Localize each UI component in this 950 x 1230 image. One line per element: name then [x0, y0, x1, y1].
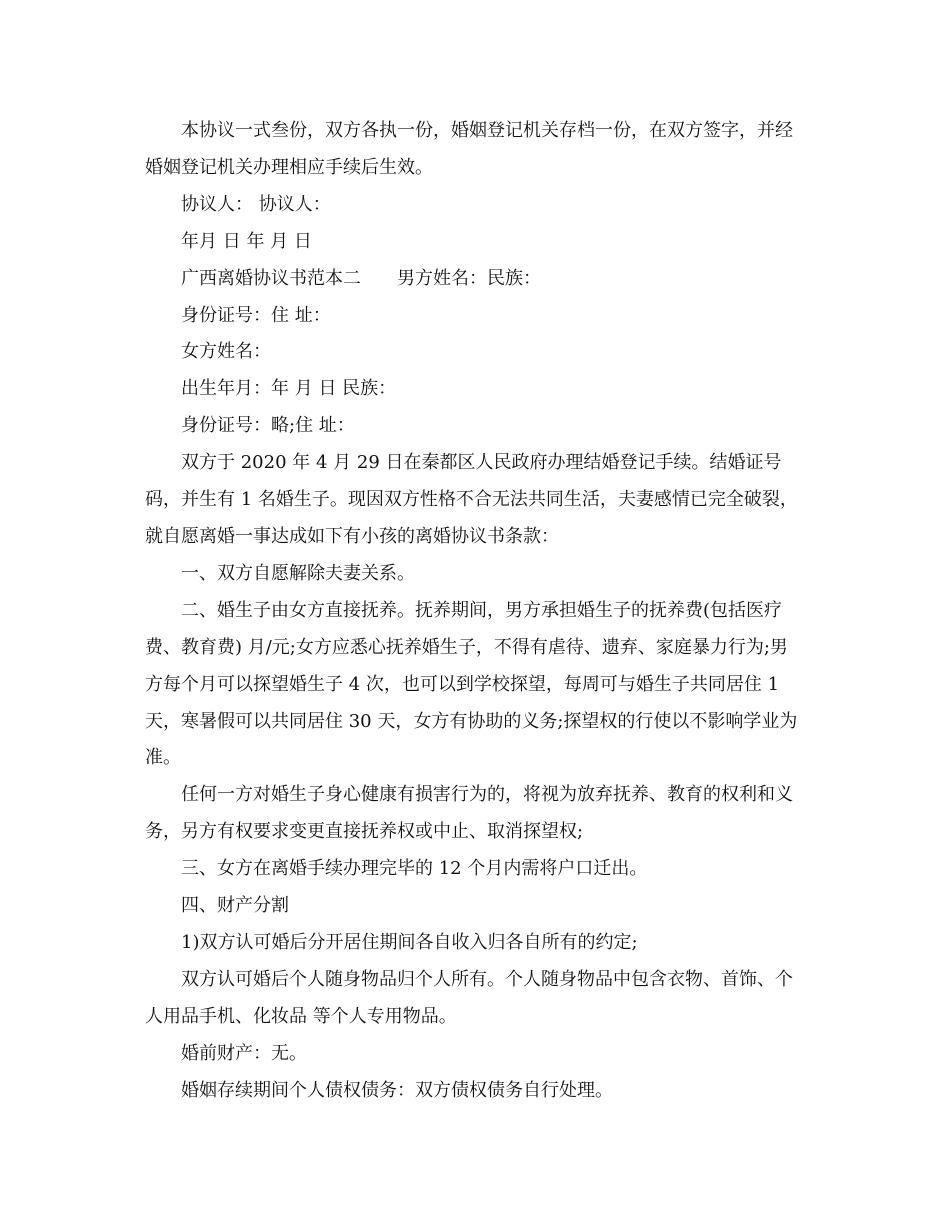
- document-body: [145, 113, 805, 1109]
- paragraph-clause-4-heading: 四、财产分割: [181, 895, 289, 917]
- paragraph-effective-clause: 本协议一式叁份，双方各执一份，婚姻登记机关存档一份，在双方签字，并经婚姻登记机关办理相应手续后生效。: [145, 120, 793, 178]
- paragraph-property-1: 1)双方认可婚后分开居住期间各自收入归各自所有的约定;: [181, 931, 638, 953]
- paragraph-signing-date: 年月 日 年 月 日: [181, 230, 312, 252]
- paragraph-harm-clause: 任何一方对婚生子身心健康有损害行为的，将视为放弃抚养、教育的权利和义务，另方有权要求变更直接抚养权或中止、取消探望权;: [145, 784, 793, 843]
- paragraph-signatories: 协议人： 协议人：: [181, 193, 331, 215]
- paragraph-female-birth-ethnicity: 出生年月：年 月 日 民族：: [181, 378, 397, 400]
- paragraph-marriage-background: 双方于 2020 年 4 月 29 日在秦都区人民政府办理结婚登记手续。结婚证号码，并生有 1 名婚生子。现因双方性格不合无法共同生活，夫妻感情已完全破裂，就自愿离婚一事达成如下有小孩的离婚协议书条款：: [145, 452, 798, 547]
- paragraph-template-title-male-name: 广西离婚协议书范本二 男方姓名：民族：: [181, 267, 541, 289]
- paragraph-female-id-address: 身份证号：略;住 址：: [181, 415, 355, 437]
- paragraph-clause-3-household: 三、女方在离婚手续办理完毕的 12 个月内需将户口迁出。: [181, 858, 648, 880]
- paragraph-clause-2-custody: 二、婚生子由女方直接抚养。抚养期间，男方承担婚生子的抚养费(包括医疗费、教育费) 月/元;女方应悉心抚养婚生子，不得有虐待、遗弃、家庭暴力行为;男方每个月可以探望婚生子 4 次，也可以到学校探望，每周可与婚生子共同居住 1 天，寒暑假可以共同居住 30 天，女方有协助的义务;探望权的行使以不影响学业为准。: [145, 599, 798, 769]
- paragraph-male-id-address: 身份证号：住 址：: [181, 304, 331, 326]
- paragraph-premarital-property: 婚前财产：无。: [181, 1042, 307, 1064]
- paragraph-debts: 婚姻存续期间个人债权债务：双方债权债务自行处理。: [181, 1079, 613, 1101]
- paragraph-personal-items: 双方认可婚后个人随身物品归个人所有。个人随身物品中包含衣物、首饰、个人用品手机、化妆品 等个人专用物品。: [145, 968, 793, 1027]
- paragraph-female-name: 女方姓名：: [181, 341, 271, 363]
- paragraph-clause-1: 一、双方自愿解除夫妻关系。: [181, 562, 415, 584]
